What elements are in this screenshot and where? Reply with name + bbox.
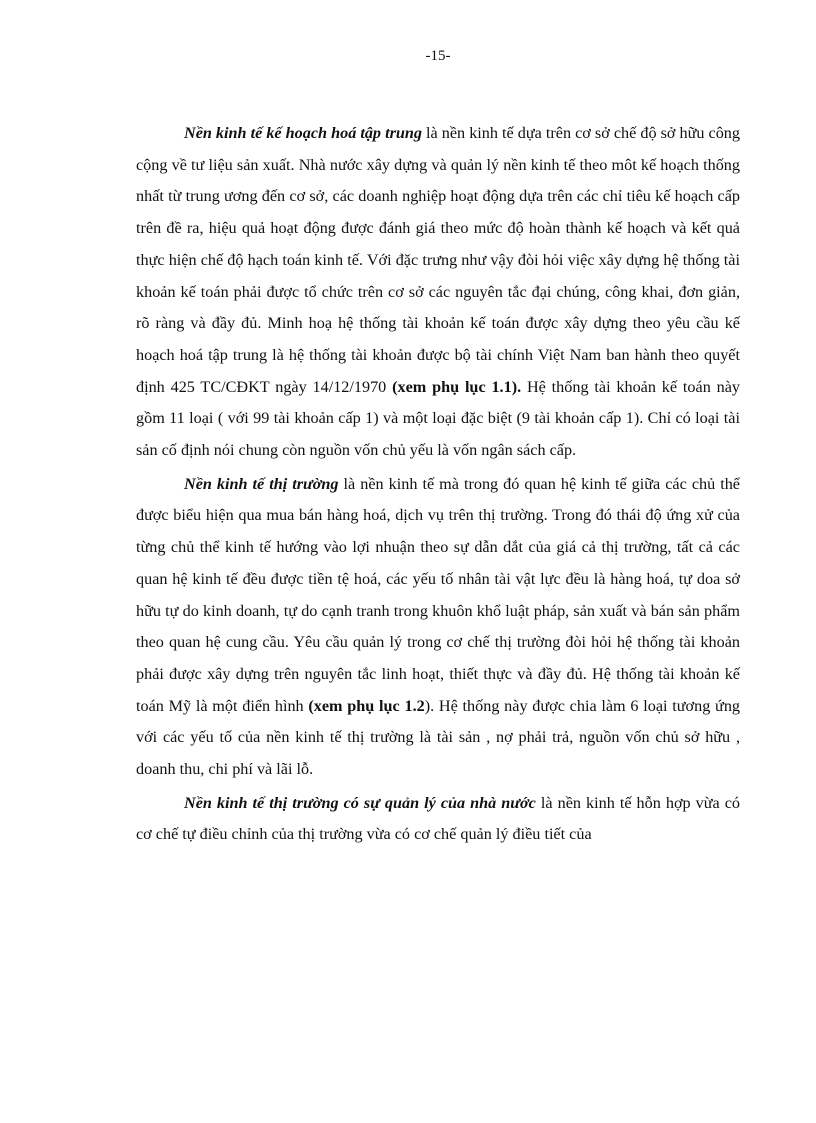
paragraph-text: là nền kinh tế hỗn hợp vừa có cơ chế tự điều chỉnh của thị trường vừa có cơ chế quản lý điều tiết của [136,793,740,844]
paragraph-planned-economy [136,118,740,467]
page-number: -15- [425,48,451,64]
paragraph-text: Hệ thống tài khoản kế toán này gồm 11 loại ( với 99 tài khoản cấp 1) và một loại đặc biệt (9 tài khoản cấp 1). Chỉ có loại tài sản cố định nói chung còn nguồn vốn chủ yếu là vốn ngân sách cấp. [136,377,740,460]
term-market-economy: Nền kinh tế thị trường [184,474,339,493]
term-planned-economy: Nền kinh tế kế hoạch hoá tập trung [184,124,422,142]
term-state-managed-market-economy: Nền kinh tế thị trường có sự quản lý của nhà nước [184,793,536,812]
appendix-reference: (xem phụ lục 1.2 [308,696,425,715]
paragraph-market-economy [136,469,740,786]
paragraph-state-managed-market-economy [136,788,740,851]
document-body [136,118,740,851]
paragraph-text: ). Hệ thống này được chia làm 6 loại tương ứng với các yếu tố của nền kinh tế thị trường là tài sản , nợ phải trả, nguồn vốn chủ sở hữu , doanh thu, chi phí và lãi lỗ. [136,696,741,779]
paragraph-text: là nền kinh tế dựa trên cơ sở chế độ sở hữu công cộng về tư liệu sản xuất. Nhà nước xây dựng và quản lý nền kinh tế theo môt kế hoạch thống nhất từ trung ương đến cơ sở, các doanh nghiệp hoạt động dựa trên các chỉ tiêu kế hoạch cấp trên đề ra, hiệu quả hoạt động được đánh giá theo mức độ hoàn thành kế hoạch và kết quả thực hiện chế độ hạch toán kinh tế. Với đặc trưng như vậy đòi hỏi việc xây dựng hệ thống tài khoản kế toán phải được tổ chức trên cơ sở các nguyên tắc đại chúng, công khai, đơn giản, rõ ràng và đầy đủ. Minh hoạ hệ thống tài khoản kế toán được xây dựng theo yêu cầu kế hoạch hoá tập trung là hệ thống tài khoản được bộ tài chính Việt Nam ban hành theo quyết định 425 TC/CĐKT ngày 14/12/1970 [136,124,740,396]
paragraph-text: là nền kinh tế mà trong đó quan hệ kinh tế giữa các chủ thể được biểu hiện qua mua bán hàng hoá, dịch vụ trên thị trường. Trong đó thái độ ứng xử của từng chủ thể kinh tế hướng vào lợi nhuận theo sự dẫn dắt của giá cả thị trường, tất cả các quan hệ kinh tế đều được tiền tệ hoá, các yếu tố nhân tài vật lực đều là hàng hoá, tự doa sở hữu tự do kinh doanh, tự do cạnh tranh trong khuôn khổ luật pháp, sản xuất và bán sản phẩm theo quan hệ cung cầu. Yêu cầu quản lý trong cơ chế thị trường đòi hỏi hệ thống tài khoản phải được xây dựng trên nguyên tắc linh hoạt, thiết thực và đầy đủ. Hệ thống tài khoản kế toán Mỹ là một điển hình [136,474,740,715]
appendix-reference: (xem phụ lục 1.1). [392,377,522,396]
